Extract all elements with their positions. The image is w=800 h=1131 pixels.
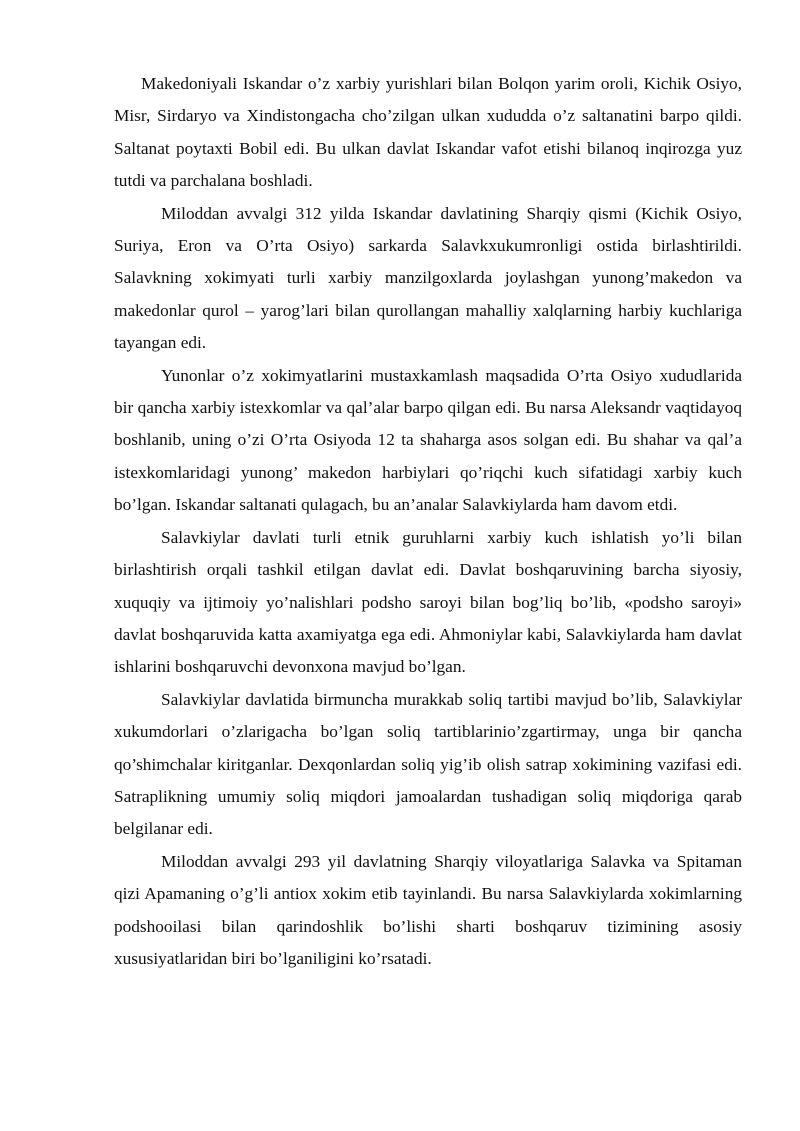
paragraph: Yunonlar o’z xokimyatlarini mustaxkamlash maqsadida O’rta Osiyo xududlarida bir qancha xarbiy istexkomlar va qal’alar barpo qilgan edi. Bu narsa Aleksandr vaqtidayoq boshlanib, uning o’zi O’rta Osiyoda 12 ta shaharga asos solgan edi. Bu shahar va qal’a istexkomlaridagi yunong’ makedon harbiylari qo’riqchi kuch sifatidagi xarbiy kuch bo’lgan. Iskandar saltanati qulagach, bu an’analar Salavkiylarda ham davom etdi.	[114, 365, 742, 515]
paragraph: Miloddan avvalgi 293 yil davlatning Sharqiy viloyatlariga Salavka va Spitaman qizi Apamaning o’g’li antiox xokim etib tayinlandi. Bu narsa Salavkiylarda xokimlarning podshooilasi bilan qarindoshlik bo’lishi sharti boshqaruv tizimining asosiy xususiyatlaridan biri bo’lganiligini ko’rsatadi.	[114, 851, 742, 968]
paragraph: Makedoniyali Iskandar o’z xarbiy yurishlari bilan Bolqon yarim oroli, Kichik Osiyo, Misr, Sirdaryo va Xindistongacha cho’zilgan ulkan xududda o’z saltanatini barpo qildi. Saltanat poytaxti Bobil edi. Bu ulkan davlat Iskandar vafot etishi bilanoq inqirozga yuz tutdi va parchalana boshladi.	[114, 74, 742, 191]
paragraph: Salavkiylar davlatida birmuncha murakkab soliq tartibi mavjud bo’lib, Salavkiylar xukumdorlari o’zlarigacha bo’lgan soliq tartiblarinio’zgartirmay, unga bir qancha qo’shimchalar kiritganlar. Dexqonlardan soliq yig’ib olish satrap xokimining vazifasi edi. Satraplikning umumiy soliq miqdori jamoalardan tushadigan soliq miqdoriga qarab belgilanar edi.	[114, 689, 742, 839]
paragraph: Salavkiylar davlati turli etnik guruhlarni xarbiy kuch ishlatish yo’li bilan birlashtirish orqali tashkil etilgan davlat edi. Davlat boshqaruvining barcha siyosiy, xuquqiy va ijtimoiy yo’nalishlari podsho saroyi bilan bog’liq bo’lib, «podsho saroyi» davlat boshqaruvida katta axamiyatga ega edi. Ahmoniylar kabi, Salavkiylarda ham davlat ishlarini boshqaruvchi devonxona mavjud bo’lgan.	[114, 527, 742, 677]
document-body	[114, 68, 742, 975]
paragraph: Miloddan avvalgi 312 yilda Iskandar davlatining Sharqiy qismi (Kichik Osiyo, Suriya, Eron va O’rta Osiyo) sarkarda Salavkxukumronligi ostida birlashtirildi. Salavkning xokimyati turli xarbiy manzilgoxlarda joylashgan yunong’makedon va makedonlar qurol – yarog’lari bilan qurollangan mahalliy xalqlarning harbiy kuchlariga tayangan edi.	[114, 203, 742, 353]
